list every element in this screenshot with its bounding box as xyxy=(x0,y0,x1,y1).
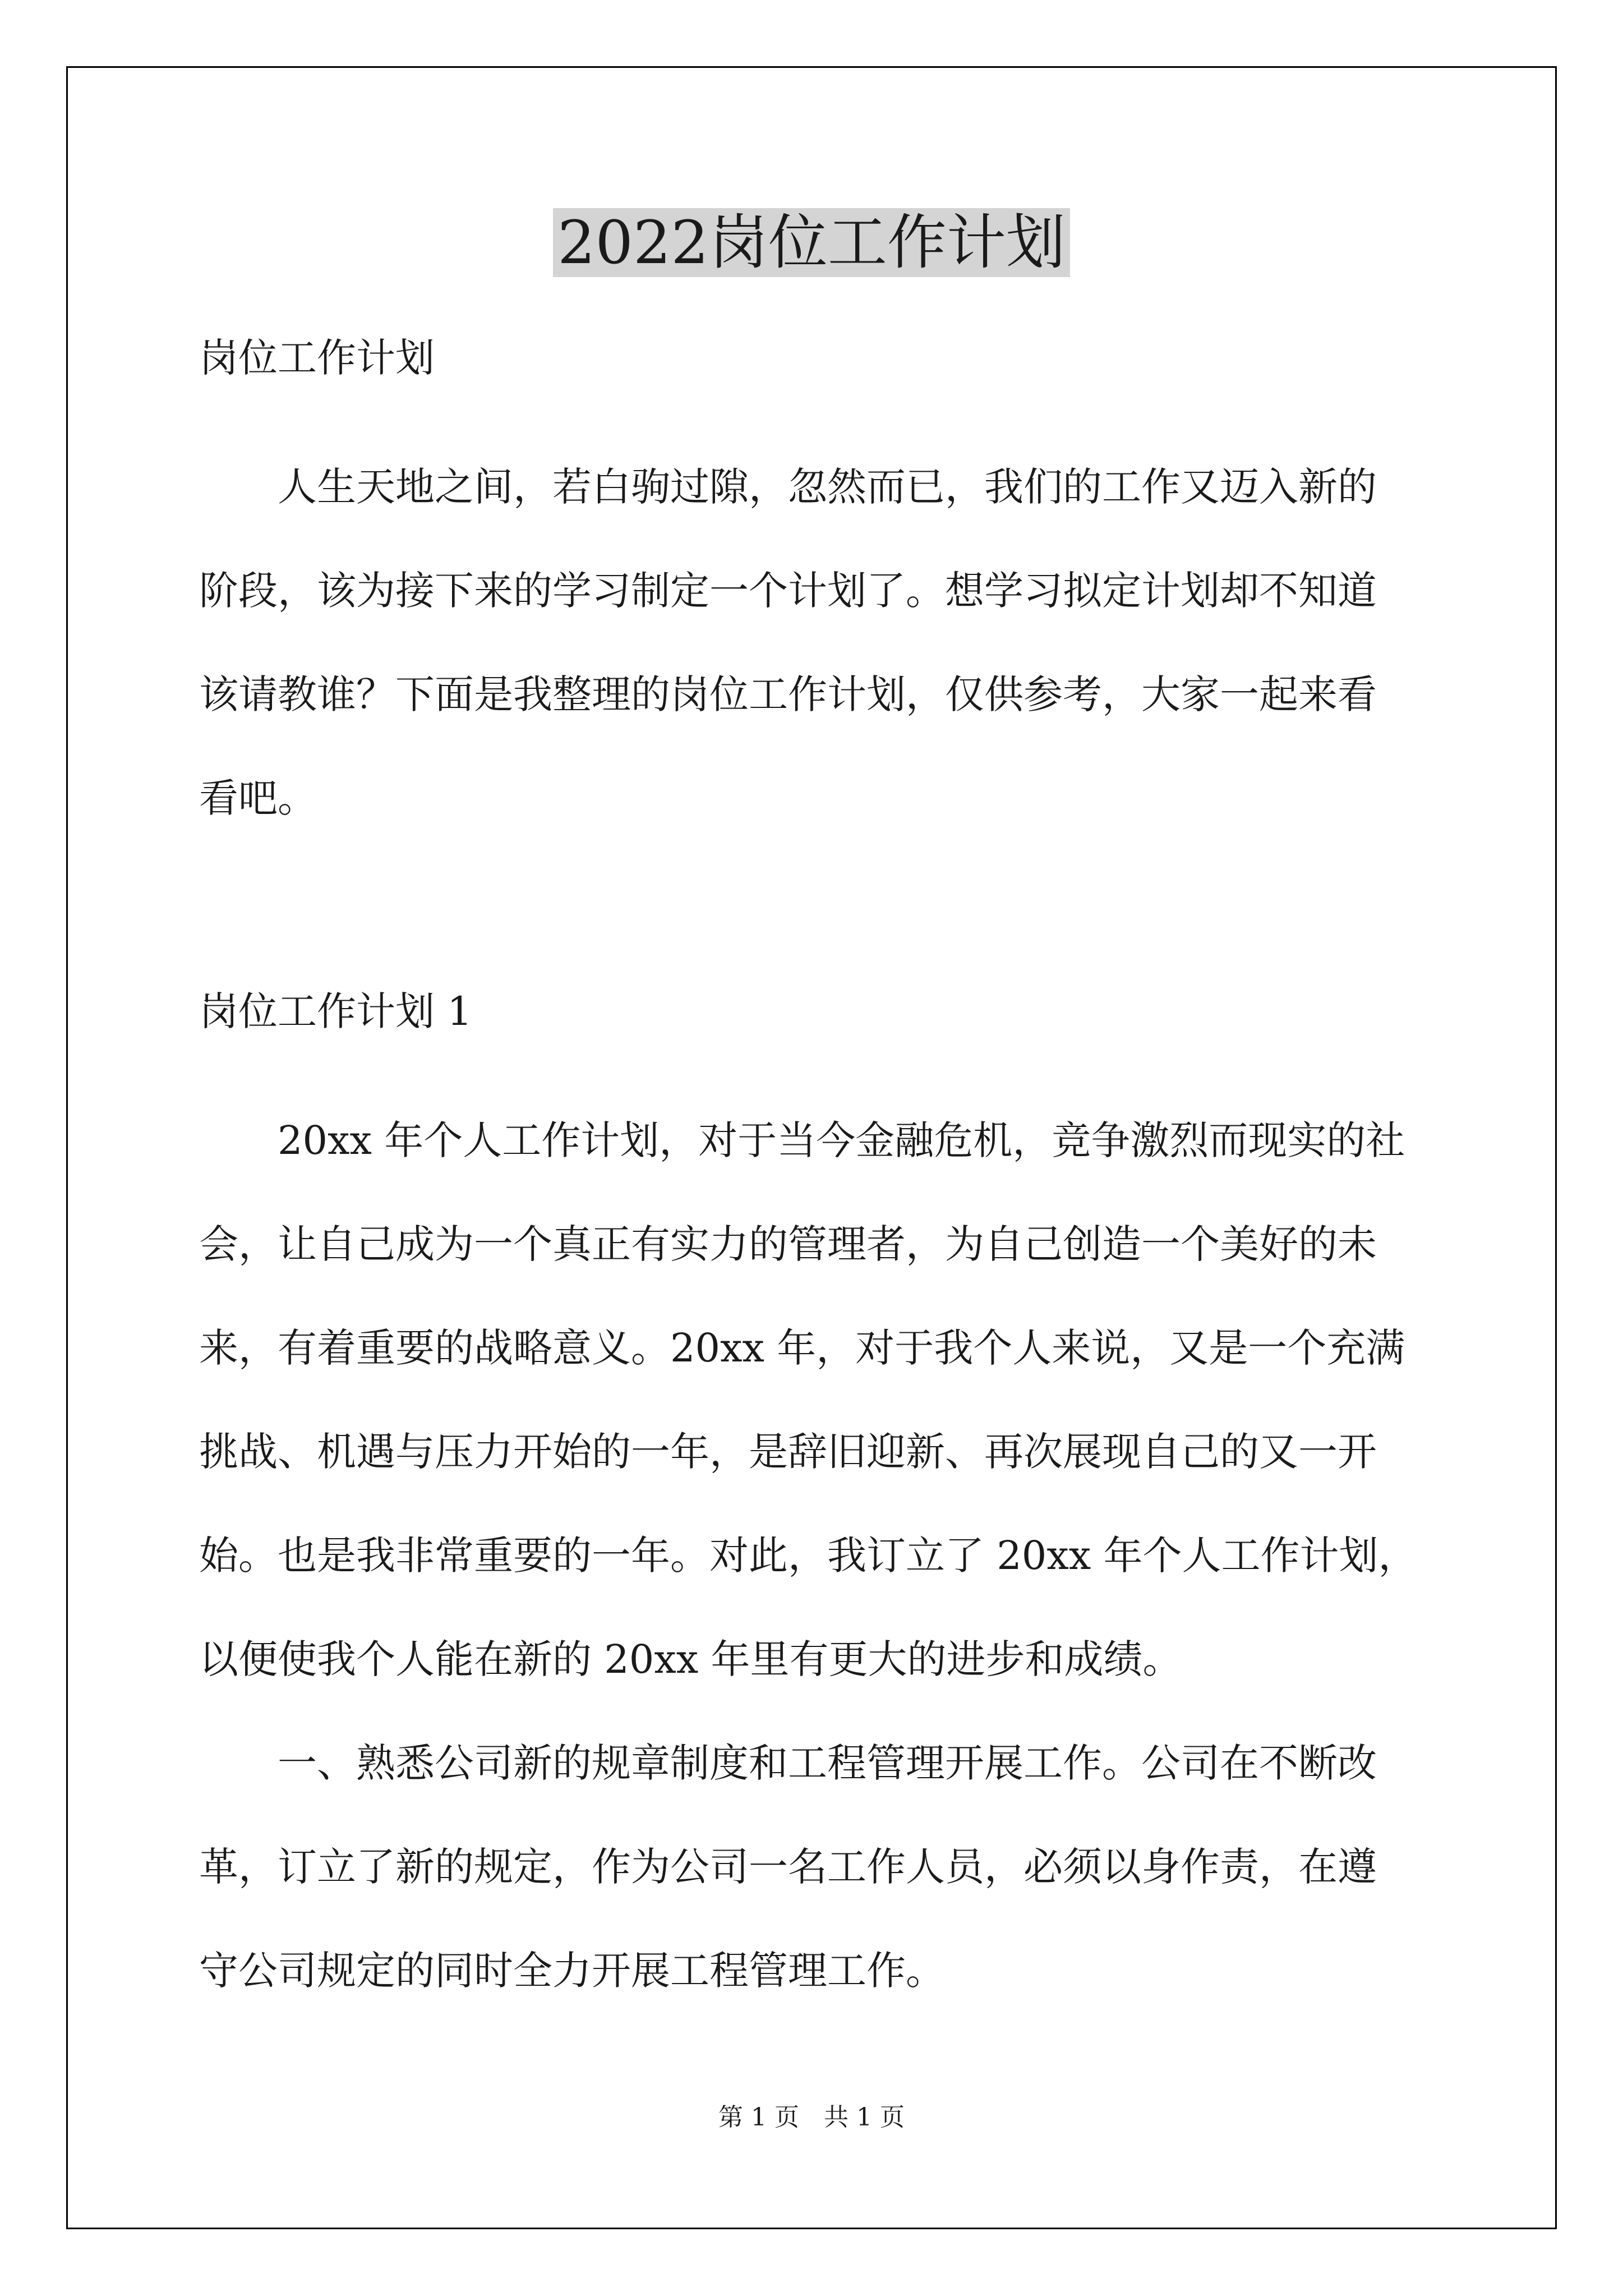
paragraph-line: 看吧。 xyxy=(199,775,317,821)
paragraph-line: 20xx 年个人工作计划，对于当今金融危机，竞争激烈而现实的社 xyxy=(278,1117,1405,1163)
page-footer xyxy=(0,2101,1623,2134)
paragraph-line: 会，让自己成为一个真正有实力的管理者，为自己创造一个美好的未 xyxy=(199,1221,1377,1267)
section-heading-2: 岗位工作计划 1 xyxy=(199,988,472,1034)
paragraph-line: 以便使我个人能在新的 20xx 年里有更大的进步和成绩。 xyxy=(199,1636,1182,1682)
paragraph-line: 阶段，该为接下来的学习制定一个计划了。想学习拟定计划却不知道 xyxy=(199,568,1377,614)
document-title xyxy=(0,201,1623,285)
paragraph-line: 始。也是我非常重要的一年。对此，我订立了 20xx 年个人工作计划， xyxy=(199,1533,1418,1579)
paragraph-line: 守公司规定的同时全力开展工程管理工作。 xyxy=(199,1948,945,1994)
paragraph-line: 一、熟悉公司新的规章制度和工程管理开展工作。公司在不断改 xyxy=(278,1740,1377,1786)
paragraph-line: 挑战、机遇与压力开始的一年，是辞旧迎新、再次展现自己的又一开 xyxy=(199,1429,1377,1475)
section-heading-1: 岗位工作计划 xyxy=(199,335,435,381)
paragraph-line: 革，订立了新的规定，作为公司一名工作人员，必须以身作责，在遵 xyxy=(199,1844,1377,1890)
page-number: 第 1 页 共 1 页 xyxy=(718,2103,905,2132)
paragraph-line: 该请教谁？下面是我整理的岗位工作计划，仅供参考，大家一起来看 xyxy=(199,671,1377,717)
document-title-text: 2022岗位工作计划 xyxy=(553,208,1070,277)
paragraph-line: 人生天地之间，若白驹过隙，忽然而已，我们的工作又迈入新的 xyxy=(278,464,1377,510)
paragraph-line: 来，有着重要的战略意义。20xx 年，对于我个人来说，又是一个充满 xyxy=(199,1325,1405,1371)
